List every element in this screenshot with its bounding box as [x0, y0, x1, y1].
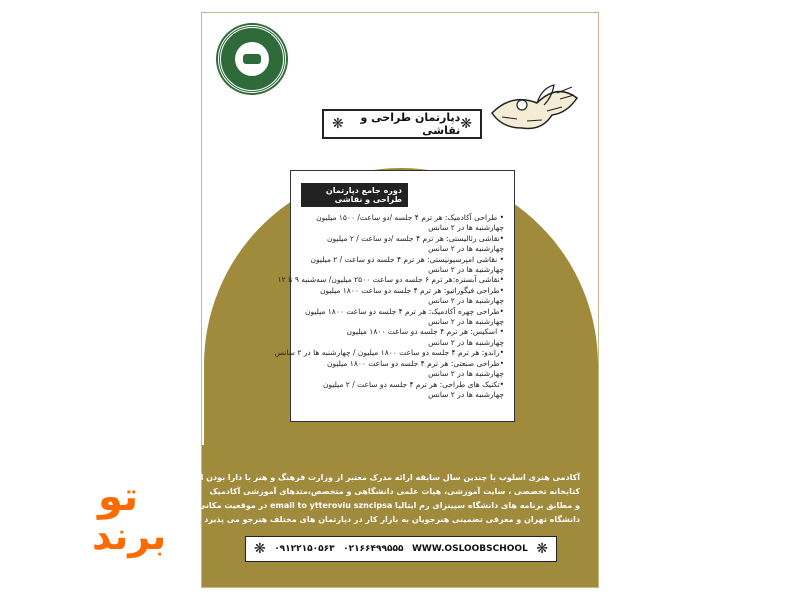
mobile-phone: ۰۹۱۲۲۱۵۰۵۶۳	[274, 544, 335, 554]
course-header: دوره جامع دپارتمان طراحی و نقاشی	[301, 183, 408, 207]
course-line: •نقاشی آبستره:هر ترم ۶ جلسه دو ساعت ۲۵۰۰ میلیون/ سه‌شنبه ۹ تا ۱۲	[277, 275, 504, 285]
ornament-star-icon: ❋	[332, 116, 344, 132]
course-line: چهارشنبه ها در ۲ سانس	[428, 389, 504, 399]
ornament-star-icon: ❋	[254, 541, 266, 557]
course-line: •نقاشی رئالیستی: هر ترم ۴ جلسه /دو ساعت / ۲ میلیون	[327, 233, 504, 243]
seal-emblem-icon	[235, 42, 269, 76]
website-link[interactable]: WWW.OSLOOBSCHOOL	[411, 544, 528, 554]
course-line: •تکنیک های طراحی: هر ترم ۴ جلسه دو ساعت / ۲ میلیون	[322, 379, 504, 389]
logo-seal	[218, 25, 286, 93]
department-title: دپارتمان طراحی و نقاشی	[360, 111, 461, 137]
description-line: دانشگاه تهران و معرفی تضمینی هنرجویان به بازار کار در دپارتمان های مختلف هنرجو می پذیرد	[204, 515, 580, 524]
course-line: • طراحی آکادمیک: هر ترم ۴ جلسه /دو ساعت/ ۱۵۰۰ میلیون	[316, 213, 504, 222]
academy-description	[159, 471, 580, 527]
course-list-card	[274, 170, 515, 422]
course-line: چهارشنبه ها در ۲ سانس	[428, 296, 504, 306]
poster	[159, 12, 599, 588]
office-phone: ۰۲۱۶۶۴۹۹۵۵۵	[343, 544, 404, 554]
brand-watermark	[92, 474, 200, 570]
winged-figure-illustration	[482, 73, 582, 133]
course-line: چهارشنبه ها در ۲ سانس	[428, 369, 504, 379]
course-line: چهارشنبه ها در ۲ سانس	[428, 317, 504, 327]
description-line: و مطابق برنامه های دانشگاه سپینزای رم ایتالیا email to ytteroviu szncipsa در موقعیت مکانی زیبر روی	[159, 501, 580, 510]
course-line: چهارشنبه ها در ۲ سانس	[428, 244, 504, 254]
info-band	[159, 445, 598, 587]
course-line: چهارشنبه ها در ۲ سانس	[428, 337, 504, 347]
brand-text-bottom: برند	[92, 514, 167, 558]
description-line: کتابخانه تخصصی ، سایت آموزشی، هیات علمی دانشگاهی و متخصص،متدهای آموزشی آکادمیک	[209, 487, 580, 496]
course-line: چهارشنبه ها در ۲ سانس	[428, 223, 504, 233]
ornament-star-icon: ❋	[460, 116, 472, 132]
course-line: • نقاشی امپرسیونیستی: هر ترم ۴ جلسه دو ساعت / ۲ میلیون	[310, 254, 504, 264]
description-line: آکادمی هنری اسلوب با چندین سال سابقه ارائه مدرک معتبر از وزارت فرهنگ و هنر با دارا بودن امکانات	[173, 473, 580, 482]
brand-text-top: تو	[98, 474, 139, 520]
course-line: •راندو: هر ترم ۴ جلسه دو ساعت ۱۸۰۰ میلیون / چهارشنبه ها در ۲ سانس	[274, 348, 504, 358]
contact-bar	[245, 536, 557, 562]
course-line: چهارشنبه ها در ۲ سانس	[428, 265, 504, 275]
course-line: •طراحی چهره آکادمیک: هر ترم ۴ جلسه دو ساعت ۱۸۰۰ میلیون	[304, 306, 504, 316]
ornament-star-icon: ❋	[536, 541, 548, 557]
course-line: • اسکیس: هر ترم ۴ جلسه دو ساعت ۱۸۰۰ میلیون	[346, 327, 504, 337]
course-line: •طراحی فیگوراتیو: هر ترم ۴ جلسه دو ساعت ۱۸۰۰ میلیون	[319, 285, 504, 295]
course-line: •طراحی صنعتی: هر ترم ۴ جلسه دو ساعت ۱۸۰۰ میلیون	[327, 358, 504, 368]
department-title-box	[322, 109, 482, 139]
